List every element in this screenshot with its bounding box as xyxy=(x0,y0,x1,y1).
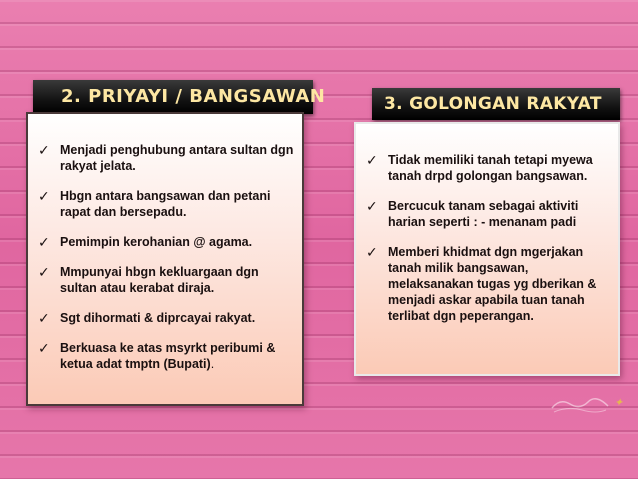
section-right-list xyxy=(364,152,612,338)
section-left-panel xyxy=(26,112,304,406)
item-text: Pemimpin kerohanian @ agama. xyxy=(60,235,253,249)
list-item xyxy=(36,340,296,372)
checkmark-icon: ✓ xyxy=(38,142,50,158)
checkmark-icon: ✓ xyxy=(38,340,50,356)
logo-watermark-graphic xyxy=(548,394,612,416)
list-item xyxy=(36,264,296,296)
checkmark-icon: ✓ xyxy=(38,264,50,280)
item-text: Menjadi penghubung antara sultan dgn rakyat jelata. xyxy=(60,143,294,173)
item-text: Memberi khidmat dgn mgerjakan tanah milik bangsawan, melaksanakan tugas yg dberikan & menjadi askar apabila tuan tanah terlibat dgn peperangan. xyxy=(388,245,597,323)
checkmark-icon: ✓ xyxy=(38,188,50,204)
checkmark-icon: ✓ xyxy=(366,198,378,214)
item-text: Sgt dihormati & diprcayai rakyat. xyxy=(60,311,256,325)
checkmark-icon: ✓ xyxy=(366,152,378,168)
item-text: Bercucuk tanam sebagai aktiviti harian seperti : - menanam padi xyxy=(388,199,579,229)
item-text: Mmpunyai hbgn kekluargaan dgn sultan atau kerabat diraja. xyxy=(60,265,259,295)
item-text-suffix: . xyxy=(210,357,215,371)
list-item xyxy=(36,142,296,174)
item-text: Berkuasa ke atas msyrkt peribumi & ketua adat tmptn (Bupati) xyxy=(60,341,276,371)
checkmark-icon: ✓ xyxy=(38,234,50,250)
section-left-list xyxy=(36,142,296,386)
star-icon: ✦ xyxy=(614,396,624,409)
list-item xyxy=(364,152,612,184)
section-left-title: 2. PRIYAYI / BANGSAWAN xyxy=(33,80,313,114)
checkmark-icon: ✓ xyxy=(38,310,50,326)
section-right-title: 3. GOLONGAN RAKYAT xyxy=(372,88,620,120)
item-text: Hbgn antara bangsawan dan petani rapat dan bersepadu. xyxy=(60,189,271,219)
item-text: Tidak memiliki tanah tetapi myewa tanah drpd golongan bangsawan. xyxy=(388,153,593,183)
list-item xyxy=(364,198,612,230)
section-right-panel xyxy=(354,122,620,376)
list-item xyxy=(36,188,296,220)
list-item xyxy=(364,244,612,324)
logo-watermark xyxy=(548,394,628,424)
list-item xyxy=(36,310,296,326)
checkmark-icon: ✓ xyxy=(366,244,378,260)
list-item xyxy=(36,234,296,250)
